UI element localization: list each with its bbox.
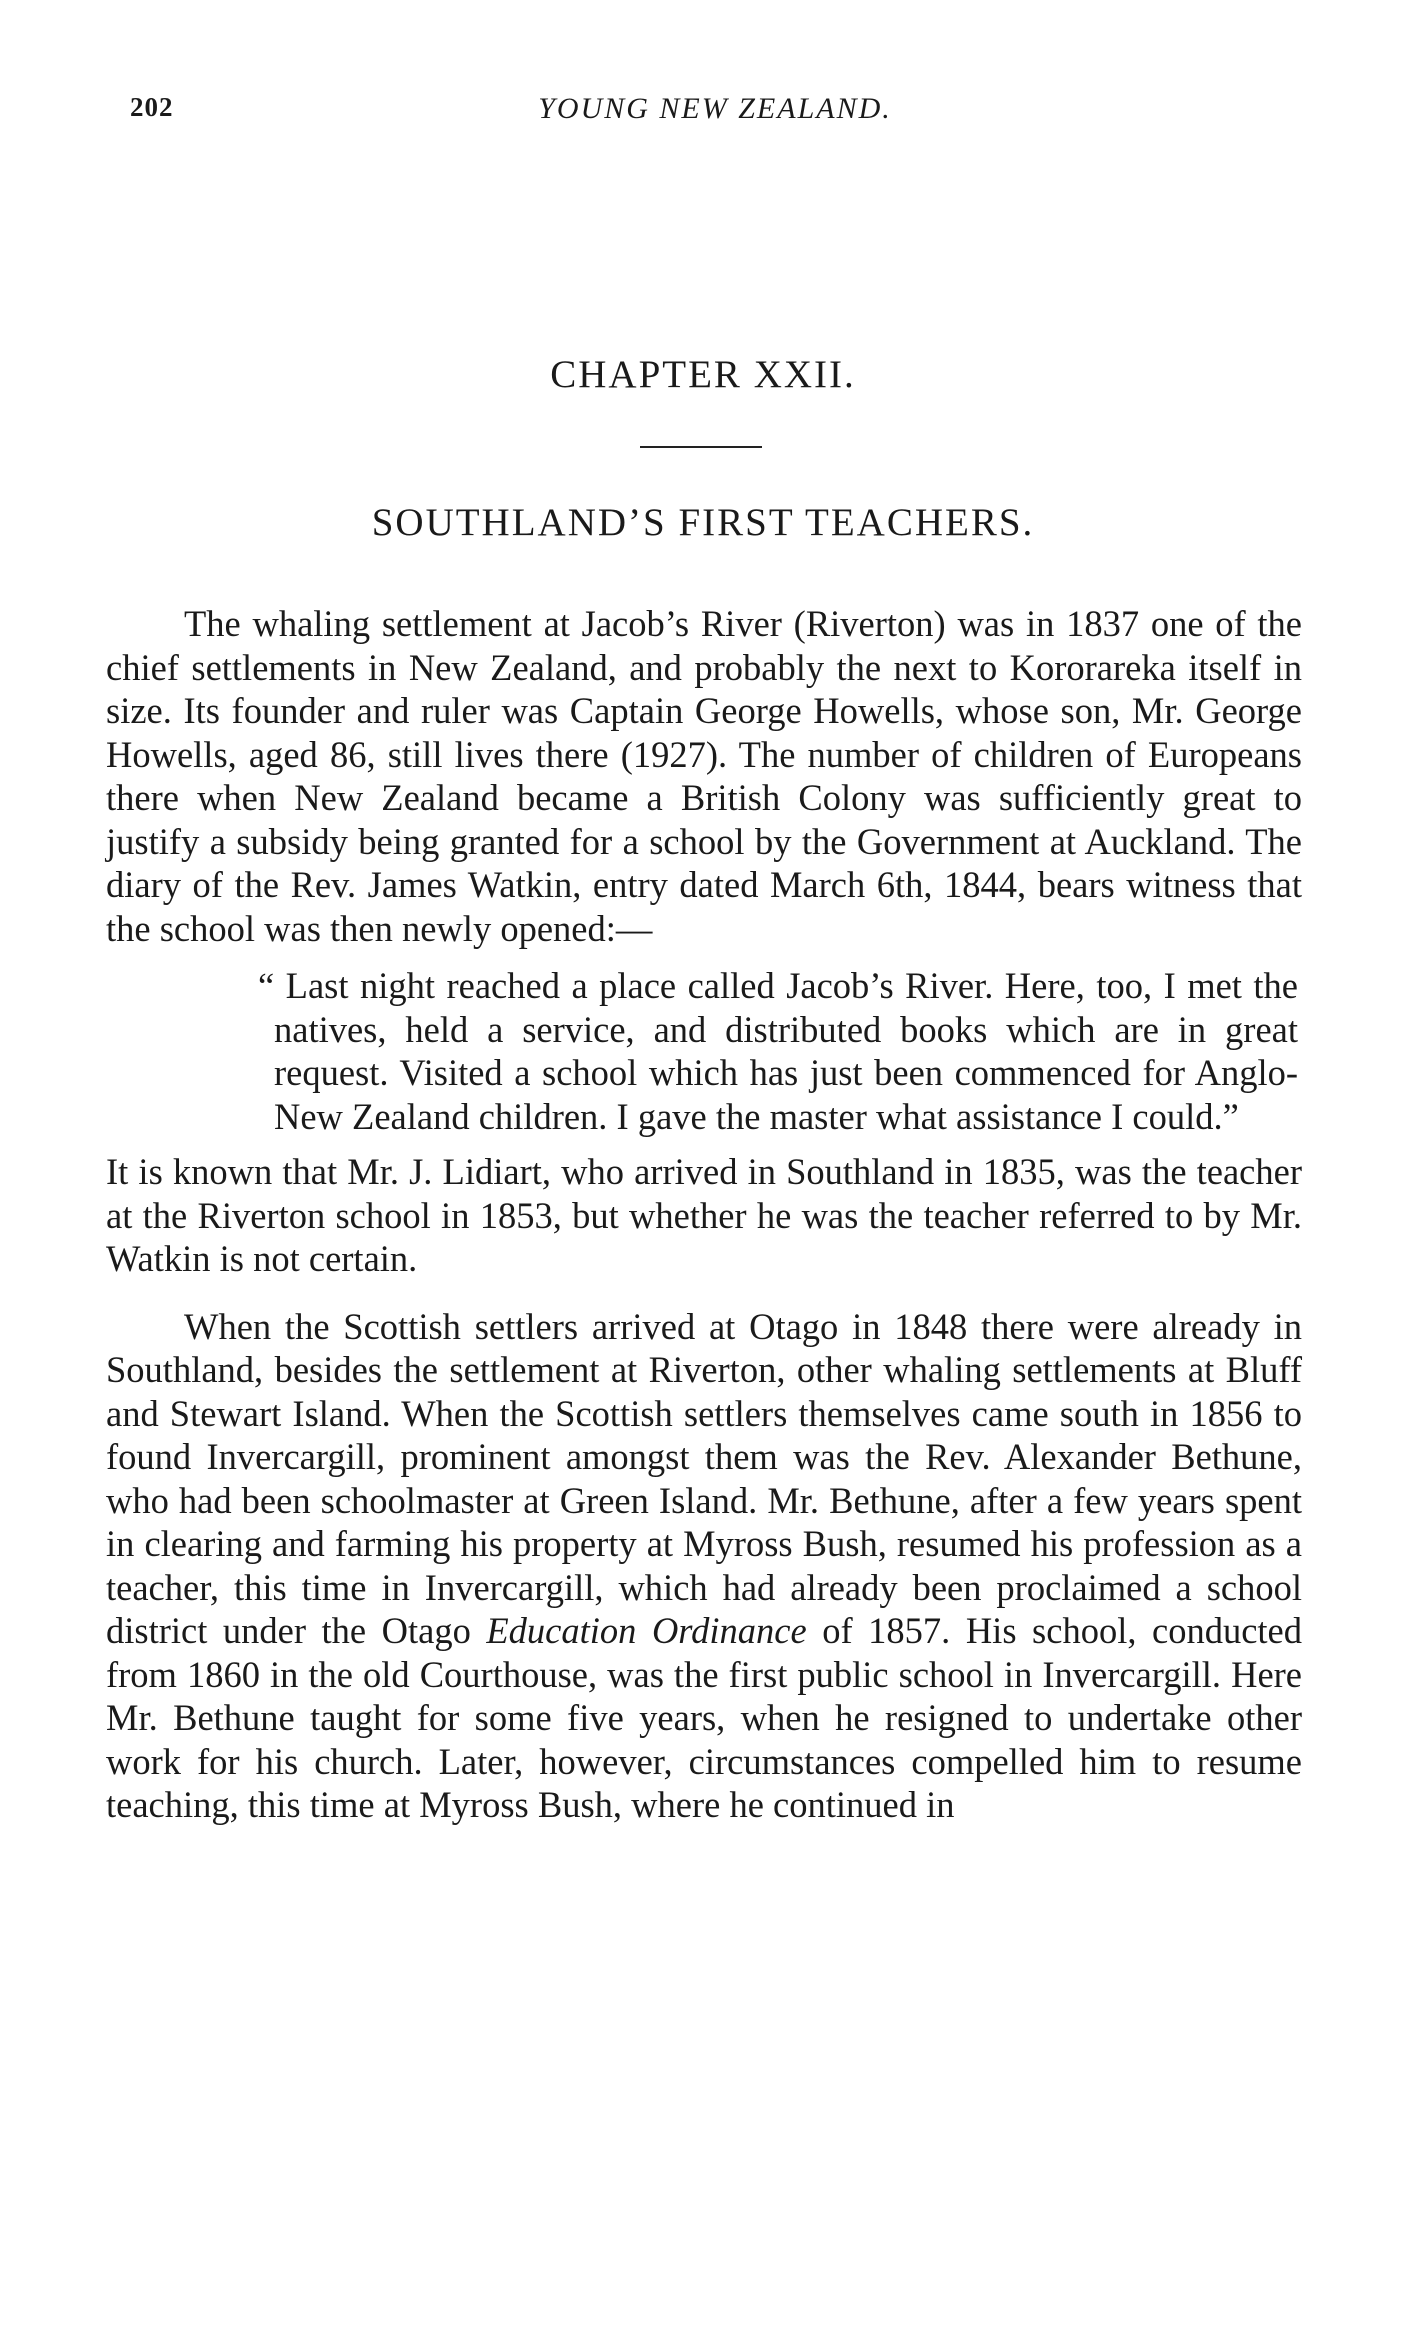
running-title: YOUNG NEW ZEALAND.	[538, 92, 892, 125]
chapter-rule	[640, 446, 762, 448]
paragraph-1: The whaling settlement at Jacob’s River (Riverton) was in 1837 one of the chief settlements in New Zealand, and probably the next to Kororareka itself in size. Its founder and ruler was Captain George Howells, whose son, Mr. George Howells, aged 86, still lives there (1927). The number of children of Europeans there when New Zealand became a British Colony was sufficiently great to justify a subsidy being granted for a school by the Government at Auckland. The diary of the Rev. James Watkin, entry dated March 6th, 1844, bears witness that the school was then newly opened:—	[106, 603, 1302, 949]
paragraph-2: It is known that Mr. J. Lidiart, who arrived in Southland in 1835, was the teacher at the Riverton school in 1853, but whether he was the teacher referred to by Mr. Watkin is not certain.	[106, 1151, 1302, 1279]
paragraph-3	[106, 1305, 1302, 1827]
ordinance-title: Education Ordinance	[486, 1610, 807, 1651]
body-text	[106, 602, 1302, 1827]
block-quote: “ Last night reached a place called Jacob’s River. Here, too, I met the natives, held a service, and distributed books which are in great request. Visited a school which has just been commenced for Anglo-New Zealand children. I gave the master what assistance I could.”	[258, 965, 1298, 1137]
chapter-number: CHAPTER XXII.	[550, 353, 856, 396]
running-head	[100, 92, 1310, 132]
chapter-title: SOUTHLAND’S FIRST TEACHERS.	[371, 501, 1035, 544]
page-number: 202	[130, 92, 174, 122]
paragraph-3-text-a: When the Scottish settlers arrived at Otago in 1848 there were already in Southland, besides the settlement at Riverton, other whaling settlements at Bluff and Stewart Island. When the Scottish settlers themselves came south in 1856 to found Invercargill, prominent amongst them was the Rev. Alexander Bethune, who had been schoolmaster at Green Island. Mr. Bethune, after a few years spent in clearing and farming his property at Myross Bush, resumed his profession as a teacher, this time in Invercargill, which had already been proclaimed a school district under the Otago	[106, 1305, 1302, 1651]
paragraph-3-text-b: of 1857. His school, conducted from 1860 in the old Courthouse, was the first public school in Invercargill. Here Mr. Bethune taught for some five years, when he resigned to undertake other work for his church. Later, however, circumstances compelled him to resume teaching, this time at Myross Bush, where he continued in	[106, 1610, 1302, 1825]
